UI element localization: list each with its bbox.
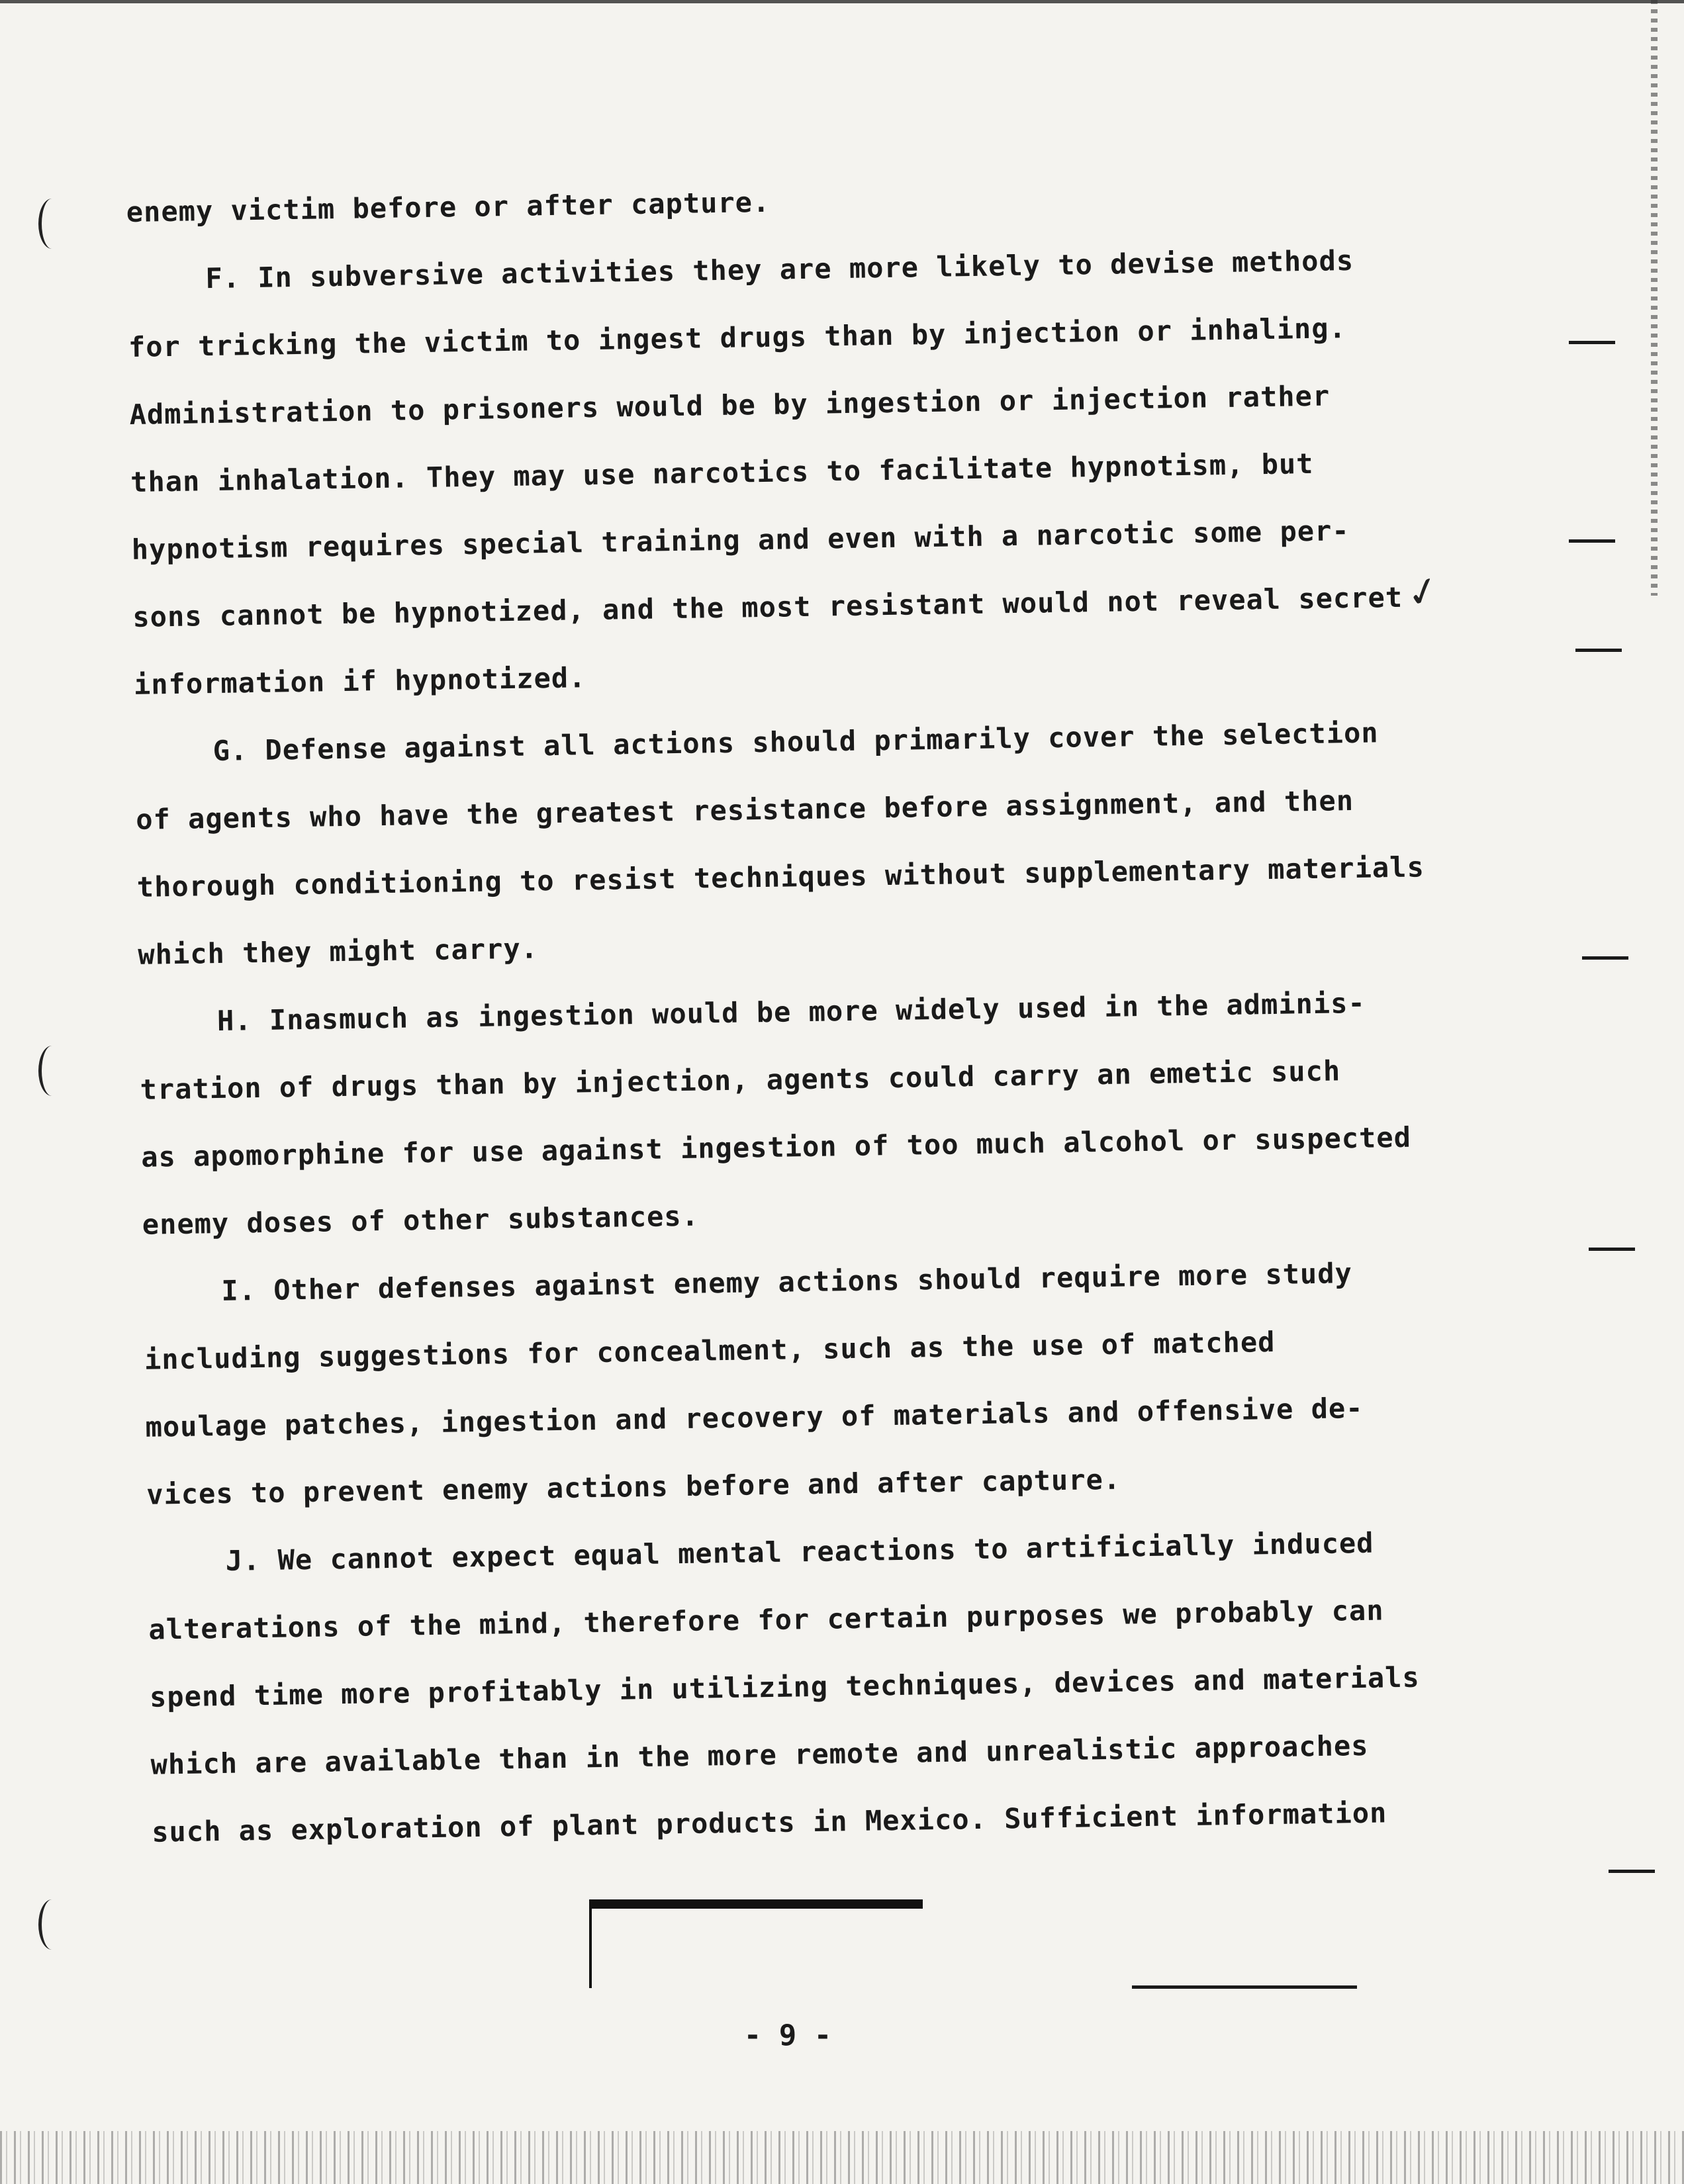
text-line: which are available than in the more remote and unrealistic approaches [150, 1729, 1369, 1781]
text-line: hypnotism requires special training and even with a narcotic some per- [131, 514, 1350, 566]
paragraph-j-line: J. We cannot expect equal mental reactions to artificially induced [225, 1526, 1374, 1577]
page-number: - 9 - [743, 2019, 832, 2052]
paragraph-i-line: I. Other defenses against enemy actions should require more study [221, 1257, 1353, 1307]
text-line: vices to prevent enemy actions before and after capture. [146, 1463, 1121, 1511]
document-body [126, 158, 1450, 1866]
text-line: Administration to prisoners would be by ingestion or injection rather [129, 379, 1331, 431]
text-line: for tricking the victim to ingest drugs than by injection or inhaling. [128, 312, 1347, 363]
punch-hole-mark [38, 1899, 66, 1950]
margin-dash [1589, 1248, 1635, 1251]
text-line: alterations of the mind, therefore for certain purposes we probably can [148, 1594, 1384, 1646]
scan-right-edge [1651, 0, 1658, 596]
redaction-bracket [589, 1899, 923, 1988]
text-line: including suggestions for concealment, such as the use of matched [144, 1325, 1276, 1376]
text-line: as apomorphine for use against ingestion of too much alcohol or suspected [140, 1120, 1412, 1173]
text-line: enemy victim before or after capture. [126, 185, 771, 228]
text-line: enemy doses of other substances. [142, 1199, 700, 1241]
text-line: tration of drugs than by injection, agents could carry an emetic such [140, 1054, 1341, 1106]
scan-top-edge [0, 0, 1684, 3]
paragraph-g-line: G. Defense against all actions should primarily cover the selection [212, 716, 1379, 768]
footer-rule [1132, 1985, 1357, 1989]
text-line: which they might carry. [138, 932, 539, 971]
scan-bottom-noise [0, 2131, 1684, 2184]
margin-dash [1609, 1870, 1655, 1873]
paragraph-f-line: F. In subversive activities they are more likely to devise methods [205, 244, 1354, 295]
margin-dash [1575, 649, 1622, 652]
text-line: moulage patches, ingestion and recovery of materials and offensive de- [145, 1391, 1364, 1443]
text-line: of agents who have the greatest resistance before assignment, and then [135, 784, 1354, 836]
text-line: sons cannot be hypnotized, and the most resistant would not reveal secret [132, 580, 1403, 633]
punch-hole-mark [38, 1046, 66, 1096]
text-line: information if hypnotized. [133, 661, 586, 701]
margin-dash [1569, 539, 1615, 543]
text-line: spend time more profitably in utilizing techniques, devices and materials [149, 1661, 1421, 1713]
margin-dash [1569, 341, 1615, 344]
punch-hole-mark [38, 199, 66, 249]
margin-dash [1582, 956, 1628, 960]
text-line: such as exploration of plant products in Mexico. Sufficient information [151, 1796, 1387, 1848]
text-line: than inhalation. They may use narcotics to facilitate hypnotism, but [130, 447, 1314, 498]
paragraph-h-line: H. Inasmuch as ingestion would be more widely used in the adminis- [216, 986, 1366, 1037]
checkmark-icon: ✓ [1401, 565, 1446, 619]
text-line: thorough conditioning to resist techniques without supplementary materials [136, 850, 1425, 903]
